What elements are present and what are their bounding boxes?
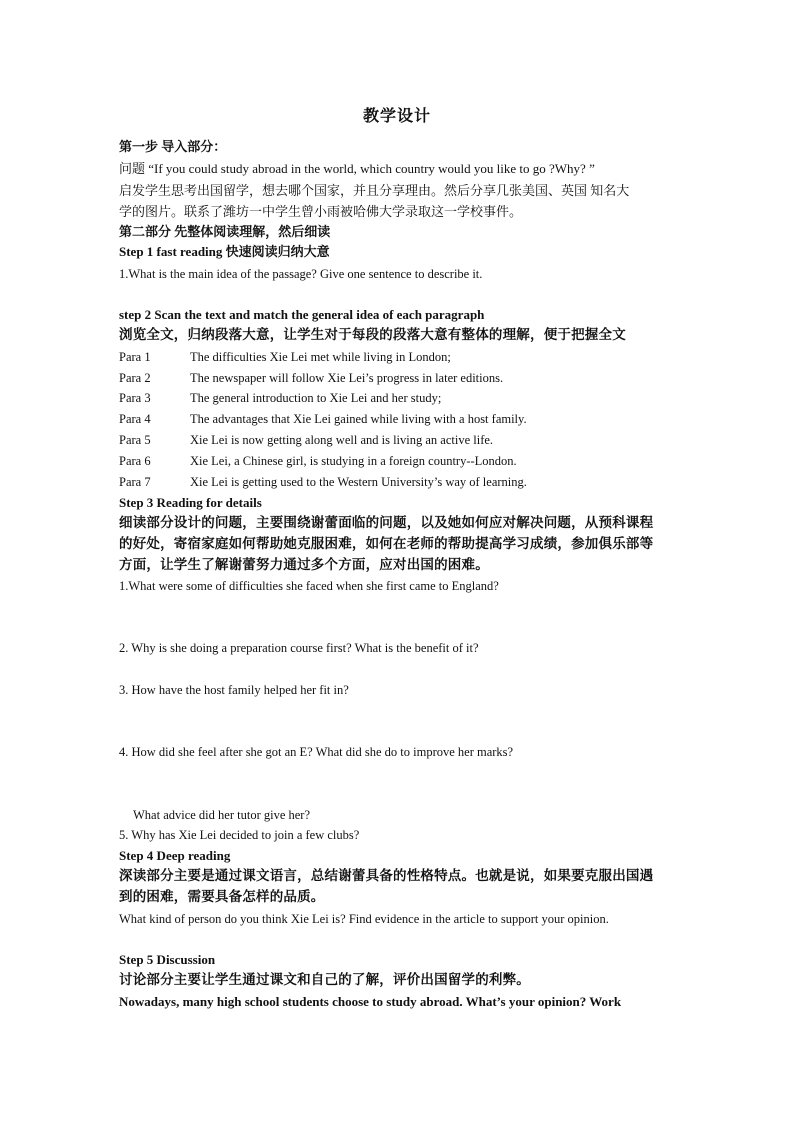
- step4-description-line-2: 到的困难，需要具备怎样的品质。: [119, 889, 325, 904]
- paragraph-label: Para 3: [119, 391, 151, 405]
- page-title: 教学设计: [362, 108, 431, 125]
- detail-question-3: 3. How have the host family helped her fit in?: [119, 683, 349, 697]
- step4-question: What kind of person do you think Xie Lei is? Find evidence in the article to support your opinion.: [119, 912, 609, 926]
- paragraph-label: Para 4: [119, 412, 151, 426]
- paragraph-idea: The advantages that Xie Lei gained while living with a host family.: [190, 412, 527, 426]
- step5-heading: Step 5 Discussion: [119, 952, 216, 967]
- paragraph-idea: Xie Lei, a Chinese girl, is studying in a foreign country--London.: [190, 454, 517, 468]
- step3-description-line-2: 的好处，寄宿家庭如何帮助她克服困难，如何在老师的帮助提高学习成绩，参加俱乐部等: [119, 536, 654, 551]
- step1-heading: 第一步 导入部分：: [119, 139, 227, 154]
- detail-question-1: 1.What were some of difficulties she faced when she first came to England?: [119, 579, 499, 593]
- paragraph-label: Para 1: [119, 350, 151, 364]
- paragraph-idea: Xie Lei is now getting along well and is living an active life.: [190, 433, 494, 447]
- paragraph-match-row: [119, 473, 527, 491]
- intro-description-line-2: 学的图片。联系了潍坊一中学生曾小雨被哈佛大学录取这一学校事件。: [119, 204, 523, 219]
- step4-heading: Step 4 Deep reading: [119, 848, 231, 863]
- paragraph-label: Para 2: [119, 371, 151, 385]
- step2-heading: step 2 Scan the text and match the general idea of each paragraph: [119, 307, 485, 322]
- step2-description: 浏览全文，归纳段落大意，让学生对于每段的段落大意有整体的理解，便于把握全文: [119, 327, 626, 342]
- intro-description-line-1: 启发学生思考出国留学，想去哪个国家，并且分享理由。然后分享几张美国、英国 知名大: [119, 183, 630, 198]
- detail-question-2: 2. Why is she doing a preparation course first? What is the benefit of it?: [119, 641, 479, 655]
- paragraph-idea: The difficulties Xie Lei met while living in London;: [190, 350, 451, 364]
- detail-question-4b: What advice did her tutor give her?: [133, 808, 311, 822]
- paragraph-label: Para 6: [119, 454, 151, 468]
- detail-question-4: 4. How did she feel after she got an E? What did she do to improve her marks?: [119, 745, 514, 759]
- part2-heading: 第二部分 先整体阅读理解，然后细读: [119, 224, 331, 239]
- step5-question: Nowadays, many high school students choose to study abroad. What’s your opinion? Work: [119, 994, 622, 1009]
- step3-description-line-3: 方面，让学生了解谢蕾努力通过多个方面，应对出国的困难。: [119, 557, 489, 572]
- step4-description-line-1: 深读部分主要是通过课文语言，总结谢蕾具备的性格特点。也就是说，如果要克服出国遇: [119, 868, 654, 883]
- paragraph-label: Para 7: [119, 475, 151, 489]
- detail-question-5: 5. Why has Xie Lei decided to join a few clubs?: [119, 828, 360, 842]
- step3-description-line-1: 细读部分设计的问题，主要围绕谢蕾面临的问题，以及她如何应对解决问题，从预科课程: [119, 515, 654, 530]
- paragraph-match-row: [119, 410, 527, 428]
- step5-description: 讨论部分主要让学生通过课文和自己的了解，评价出国留学的利弊。: [119, 972, 530, 987]
- paragraph-idea: The general introduction to Xie Lei and her study;: [190, 391, 442, 405]
- paragraph-match-row: [119, 389, 441, 407]
- intro-question: 问题 “If you could study abroad in the world, which country would you like to go ?Why? ”: [119, 161, 595, 176]
- paragraph-match-row: [119, 348, 451, 366]
- step3-heading: Step 3 Reading for details: [119, 495, 262, 510]
- step1-question: 1.What is the main idea of the passage? Give one sentence to describe it.: [119, 267, 483, 281]
- paragraph-match-row: [119, 452, 517, 470]
- paragraph-match-row: [119, 369, 503, 387]
- paragraph-idea: The newspaper will follow Xie Lei’s progress in later editions.: [190, 371, 504, 385]
- step1-fast-reading-heading: Step 1 fast reading 快速阅读归纳大意: [119, 244, 330, 259]
- paragraph-idea: Xie Lei is getting used to the Western University’s way of learning.: [190, 475, 527, 489]
- paragraph-match-row: [119, 431, 493, 449]
- paragraph-label: Para 5: [119, 433, 151, 447]
